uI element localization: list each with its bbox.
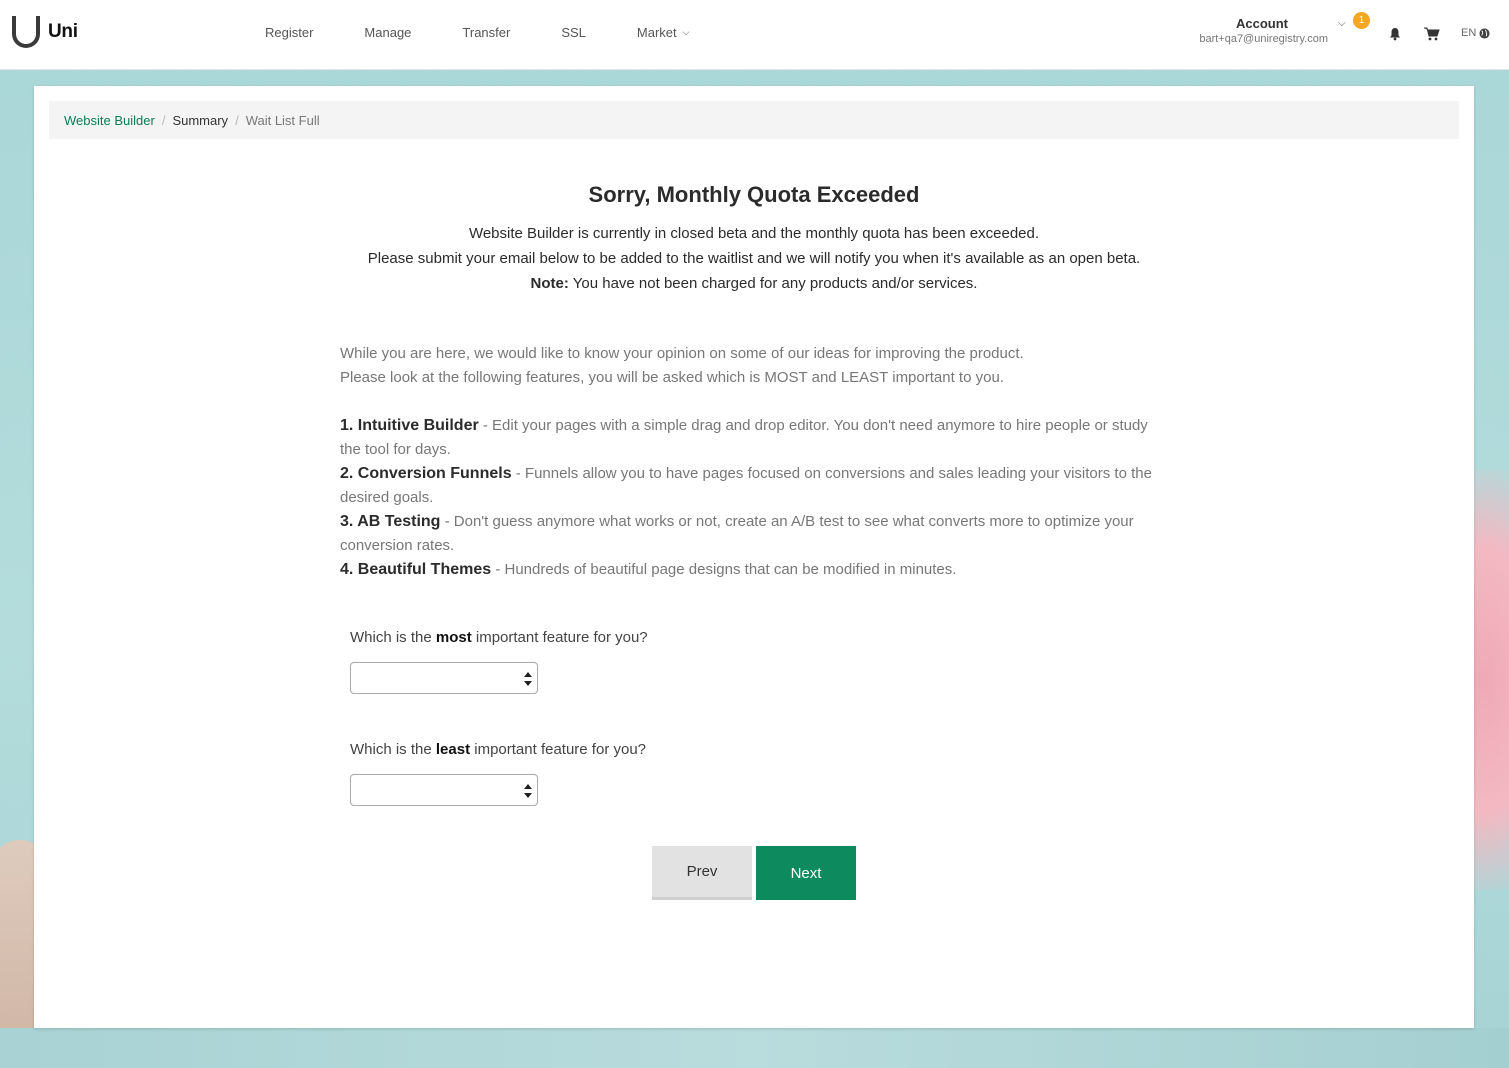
breadcrumb-website-builder[interactable]: Website Builder <box>64 112 155 128</box>
question-most <box>350 629 648 646</box>
nav-market[interactable] <box>637 25 690 40</box>
feature-desc: - Hundreds of beautiful page designs that can be modified in minutes. <box>491 561 957 578</box>
select-arrows-icon <box>524 671 532 687</box>
survey-intro-line-1: While you are here, we would like to know your opinion on some of our ideas for improving the product. <box>340 345 1024 362</box>
account-menu[interactable] <box>1196 16 1328 45</box>
feature-desc: - Funnels allow you to have pages focused on conversions and sales leading your visitors to the desired goals. <box>340 465 1152 506</box>
nav-label: SSL <box>561 25 586 40</box>
nav-label: Register <box>265 25 314 40</box>
select-arrows-icon <box>524 783 532 799</box>
most-important-select[interactable] <box>350 662 538 694</box>
language-selector[interactable] <box>1461 27 1490 39</box>
feature-title: 1. Intuitive Builder <box>340 417 479 434</box>
chevron-down-icon: ⌵ <box>682 27 690 37</box>
account-label: Account <box>1236 16 1288 31</box>
nav-register[interactable] <box>265 25 313 40</box>
top-header <box>0 0 1509 70</box>
least-important-select[interactable] <box>350 774 538 806</box>
question-text: Which is the <box>350 629 436 646</box>
prev-button[interactable]: Prev <box>652 846 752 900</box>
question-text: important feature for you? <box>471 629 648 646</box>
notice-note <box>34 271 1474 296</box>
feature-item <box>340 462 1170 510</box>
question-text: Which is the <box>350 741 436 758</box>
logo-icon <box>12 16 40 48</box>
breadcrumb <box>49 101 1459 139</box>
feature-desc: - Edit your pages with a simple drag and drop editor. You don't need anymore to hire people or study the tool for days. <box>340 417 1148 458</box>
notification-badge: 1 <box>1353 12 1370 29</box>
background-decoration <box>0 1028 1509 1068</box>
question-emphasis: least <box>435 741 471 758</box>
feature-title: 4. Beautiful Themes <box>340 561 492 578</box>
nav-label: Market <box>636 25 677 40</box>
feature-title: 3. AB Testing <box>340 513 441 530</box>
breadcrumb-separator: / <box>235 112 239 128</box>
note-text: You have not been charged for any products and/or services. <box>568 275 978 292</box>
language-label: EN <box>1461 27 1477 39</box>
next-button[interactable]: Next <box>756 846 856 900</box>
feature-item <box>340 510 1170 558</box>
logo[interactable] <box>12 16 78 48</box>
notice-text <box>34 221 1474 296</box>
feature-item <box>340 414 1170 462</box>
breadcrumb-current: Wait List Full <box>245 112 320 128</box>
content-card <box>34 86 1474 1028</box>
nav-ssl[interactable] <box>561 25 586 40</box>
nav-transfer[interactable] <box>462 25 510 40</box>
survey-intro <box>340 342 1170 582</box>
chevron-down-icon[interactable]: ⌵ <box>1338 18 1346 29</box>
bell-icon[interactable] <box>1388 27 1402 41</box>
feature-desc: - Don't guess anymore what works or not, create an A/B test to see what converts more to optimize your conversion rates. <box>340 513 1134 554</box>
feature-title: 2. Conversion Funnels <box>340 465 512 482</box>
globe-icon <box>1479 28 1490 39</box>
notice-line-1: Website Builder is currently in closed beta and the monthly quota has been exceeded. <box>468 225 1040 242</box>
feature-item <box>340 558 1170 582</box>
cart-icon[interactable] <box>1424 27 1440 41</box>
nav-label: Manage <box>364 25 412 40</box>
breadcrumb-separator: / <box>161 112 166 128</box>
account-email: bart+qa7@uniregistry.com <box>1199 33 1328 45</box>
question-text: important feature for you? <box>470 741 647 758</box>
nav-label: Transfer <box>462 25 511 40</box>
main-nav <box>265 25 740 40</box>
note-label: Note: <box>530 275 569 292</box>
nav-manage[interactable] <box>364 25 411 40</box>
logo-text: Uni <box>48 21 78 42</box>
breadcrumb-summary[interactable]: Summary <box>172 112 229 128</box>
question-least <box>350 741 646 758</box>
question-emphasis: most <box>435 629 472 646</box>
notice-line-2: Please submit your email below to be added to the waitlist and we will notify you when it's available as an open beta. <box>367 250 1141 267</box>
page-title: Sorry, Monthly Quota Exceeded <box>588 182 920 207</box>
survey-intro-line-2: Please look at the following features, you will be asked which is MOST and LEAST important to you. <box>340 369 1004 386</box>
